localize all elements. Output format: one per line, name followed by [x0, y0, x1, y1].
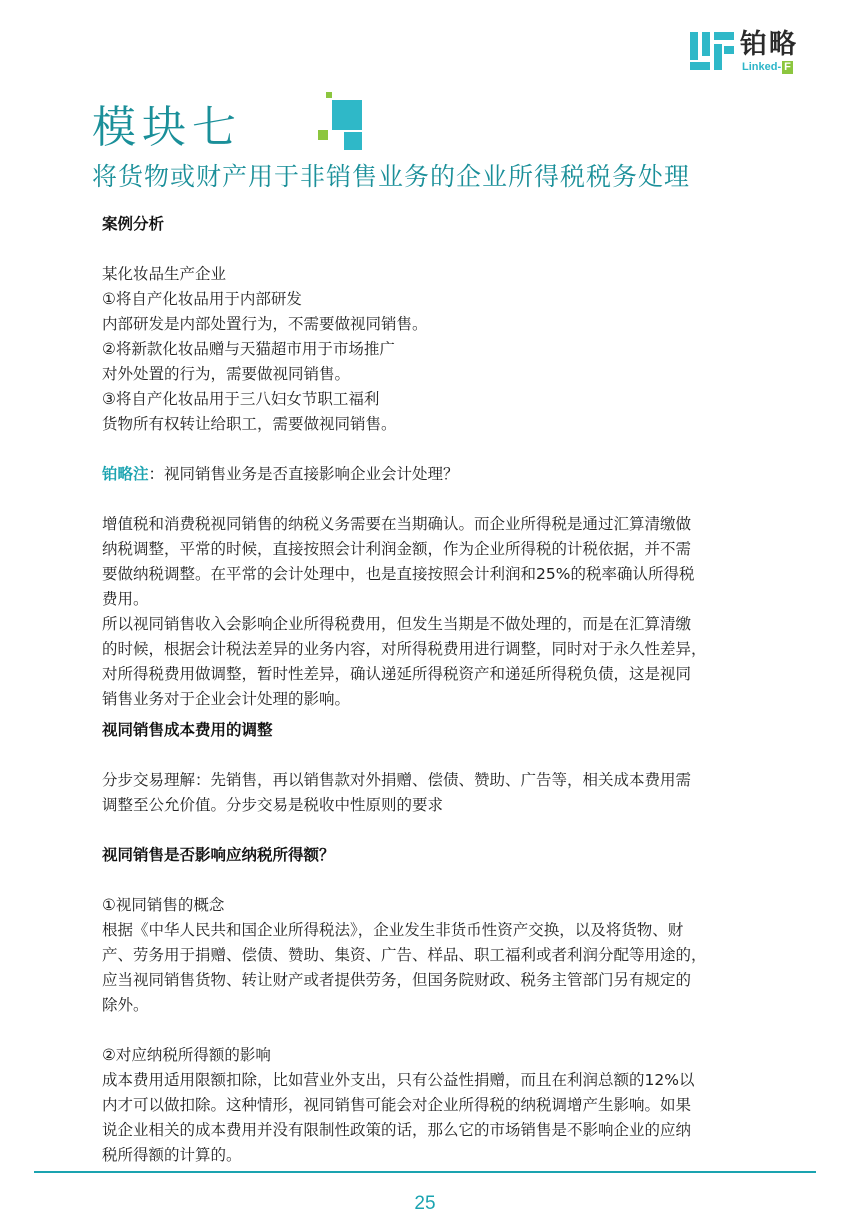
section3-sub1-title: ①视同销售的概念	[102, 896, 225, 914]
module-title: 模块七	[92, 102, 242, 153]
section3-sub2-title: ②对应纳税所得额的影响	[102, 1046, 271, 1064]
paragraph-line: 销售业务对于企业会计处理的影响。	[102, 690, 351, 708]
paragraph-line: 的时候，根据会计税法差异的业务内容，对所得税费用进行调整，同时对于永久性差异，	[102, 640, 707, 658]
case-line: 对外处置的行为，需要做视同销售。	[102, 365, 351, 383]
case-line: ②将新款化妆品赠与天猫超市用于市场推广	[102, 340, 395, 358]
section3-line: 成本费用适用限额扣除，比如营业外支出，只有公益性捐赠，而且在利润总额的12%以	[102, 1071, 695, 1089]
paragraph-line: 增值税和消费税视同销售的纳税义务需要在当期确认。而企业所得税是通过汇算清缴做	[102, 515, 692, 533]
section3-line: 根据《中华人民共和国企业所得税法》，企业发生非货币性资产交换，以及将货物、财	[102, 921, 684, 939]
paragraph-line: 纳税调整，平常的时候，直接按照会计利润金额，作为企业所得税的计税依据，并不需	[102, 540, 692, 558]
section2-body	[102, 768, 772, 818]
paragraph-line: 要做纳税调整。在平常的会计处理中，也是直接按照会计利润和25%的税率确认所得税	[102, 565, 695, 583]
page-content	[102, 212, 772, 1168]
brand-logo	[690, 30, 820, 76]
section3-line: 税所得额的计算的。	[102, 1146, 242, 1164]
section2-line: 分步交易理解：先销售，再以销售款对外捐赠、偿债、赞助、广告等，相关成本费用需	[102, 771, 692, 789]
section3-line: 产、劳务用于捐赠、偿债、赞助、集资、广告、样品、职工福利或者利润分配等用途的，	[102, 946, 707, 964]
case-line: ③将自产化妆品用于三八妇女节职工福利	[102, 390, 380, 408]
decorative-square	[318, 130, 328, 140]
section3-line: 说企业相关的成本费用并没有限制性政策的话，那么它的市场销售是不影响企业的应纳	[102, 1121, 692, 1139]
footer-divider	[34, 1171, 816, 1173]
logo-name-cn: 铂略	[740, 29, 798, 60]
section3-heading: 视同销售是否影响应纳税所得额？	[102, 846, 335, 864]
paragraph-line: 对所得税费用做调整，暂时性差异，确认递延所得税资产和递延所得税负债，这是视同	[102, 665, 692, 683]
case-lines	[102, 262, 772, 437]
section3-line: 除外。	[102, 996, 149, 1014]
module-subtitle: 将货物或财产用于非销售业务的企业所得税税务处理	[92, 162, 691, 191]
case-line: 货物所有权转让给职工，需要做视同销售。	[102, 415, 397, 433]
case-line: 某化妆品生产企业	[102, 265, 227, 283]
note-label: 铂略注	[102, 465, 149, 483]
paragraph-line: 所以视同销售收入会影响企业所得税费用，但发生当期是不做处理的，而是在汇算清缴	[102, 615, 692, 633]
case-line: ①将自产化妆品用于内部研发	[102, 290, 302, 308]
decorative-square	[326, 92, 332, 98]
decorative-square	[332, 100, 362, 130]
page-number: 25	[414, 1193, 436, 1214]
logo-name-en	[742, 61, 793, 74]
section2-line: 调整至公允价值。分步交易是税收中性原则的要求	[102, 796, 444, 814]
logo-name-en-suffix: F	[784, 61, 791, 73]
paragraph-1	[102, 512, 772, 712]
case-heading: 案例分析	[102, 215, 165, 233]
logo-mark-icon	[690, 32, 734, 72]
section3-line: 应当视同销售货物、转让财产或者提供劳务，但国务院财政、税务主管部门另有规定的	[102, 971, 692, 989]
section2-heading: 视同销售成本费用的调整	[102, 721, 273, 739]
decorative-square	[344, 132, 362, 150]
section3-line: 内才可以做扣除。这种情形，视同销售可能会对企业所得税的纳税调增产生影响。如果	[102, 1096, 692, 1114]
section3-sub1-body	[102, 918, 772, 1018]
logo-name-en-text: Linked-	[742, 61, 782, 73]
note-text: ：视同销售业务是否直接影响企业会计处理？	[148, 465, 459, 483]
case-line: 内部研发是内部处置行为，不需要做视同销售。	[102, 315, 428, 333]
section3-sub2-body	[102, 1068, 772, 1168]
paragraph-line: 费用。	[102, 590, 149, 608]
note	[102, 462, 772, 487]
